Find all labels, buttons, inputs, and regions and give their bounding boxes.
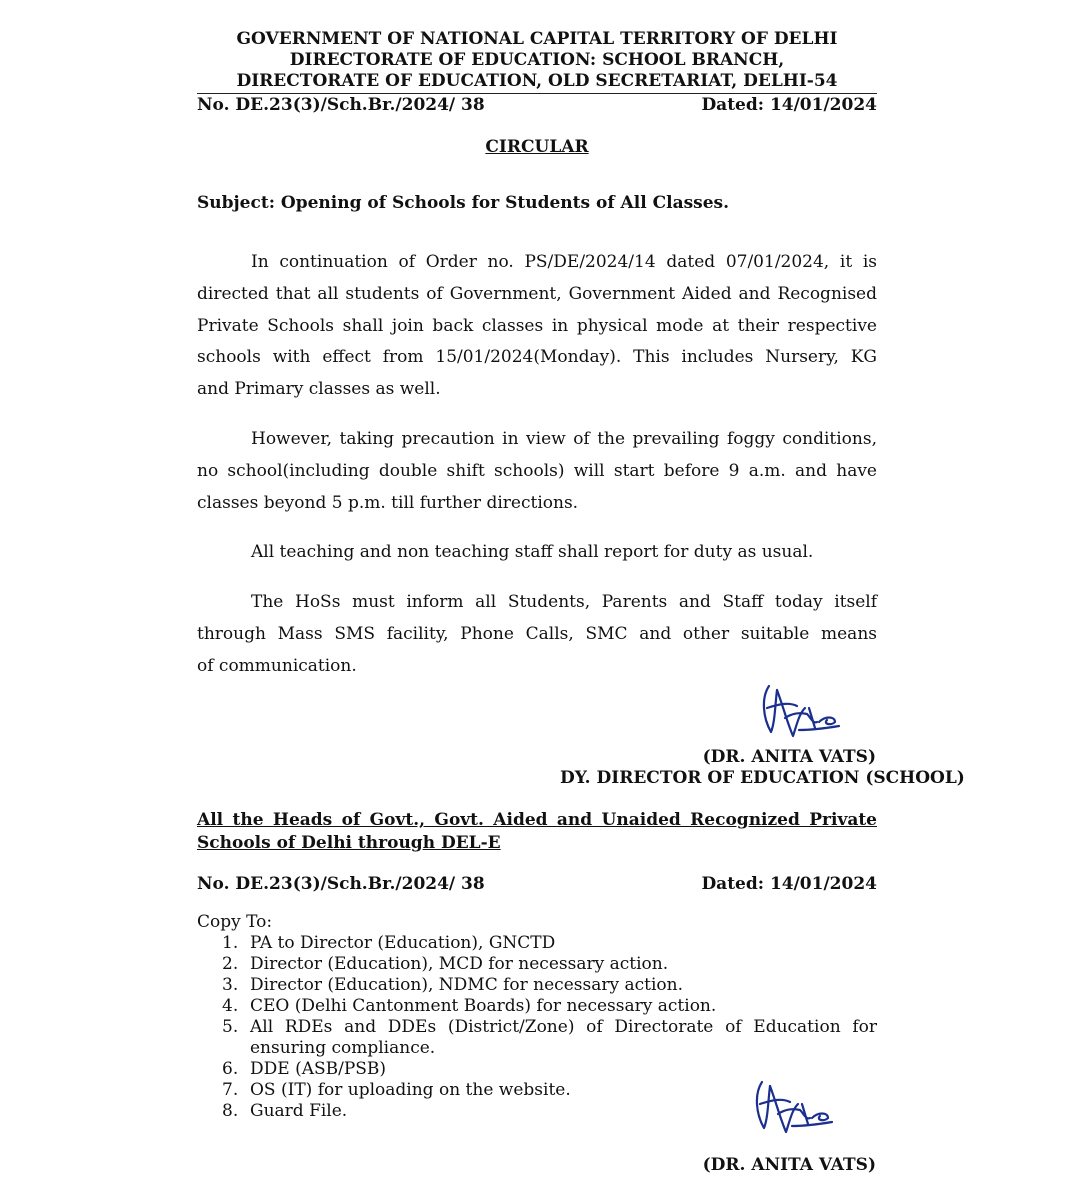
signature-image: [748, 1074, 840, 1140]
signatory-name: (DR. ANITA VATS): [702, 747, 876, 767]
list-item-number: 1.: [222, 933, 239, 953]
reference-date: Dated: 14/01/2024: [701, 874, 877, 894]
list-item: [197, 975, 877, 996]
list-item-text: ensuring compliance.: [250, 1038, 436, 1058]
list-item: [197, 954, 877, 975]
paragraph-2: [197, 424, 877, 519]
paragraph-line: Private Schools shall join back classes in physical mode at their respective: [197, 315, 877, 336]
list-item: [197, 933, 877, 954]
list-item-number: 4.: [222, 996, 239, 1016]
reference-date: Dated: 14/01/2024: [701, 95, 877, 115]
list-item: [197, 1017, 877, 1059]
paragraph-line: schools with effect from 15/01/2024(Monday). This includes Nursery, KG: [197, 347, 877, 368]
paragraph-line: no school(including double shift schools) will start before 9 a.m. and have: [197, 460, 877, 481]
paragraph-line: All teaching and non teaching staff shall report for duty as usual.: [251, 542, 814, 562]
list-item-text: PA to Director (Education), GNCTD: [250, 933, 556, 953]
subject-line: Subject: Opening of Schools for Students of All Classes.: [197, 193, 730, 213]
paragraph-line: of communication.: [197, 655, 357, 676]
list-item-number: 2.: [222, 954, 239, 974]
paragraph-line: through Mass SMS facility, Phone Calls, SMC and other suitable means: [197, 623, 877, 644]
list-item-text: CEO (Delhi Cantonment Boards) for necessary action.: [250, 996, 717, 1016]
list-item-text: Director (Education), MCD for necessary action.: [250, 954, 669, 974]
header-line-3: DIRECTORATE OF EDUCATION, OLD SECRETARIAT, DELHI-54: [236, 71, 838, 91]
list-item-text: Guard File.: [250, 1101, 348, 1121]
list-item-number: 3.: [222, 975, 239, 995]
reference-line: [197, 95, 877, 115]
list-item-text: OS (IT) for uploading on the website.: [250, 1080, 571, 1100]
list-item: [197, 996, 877, 1017]
list-item-number: 6.: [222, 1059, 239, 1079]
paragraph-3: [197, 537, 877, 569]
list-item-number: 8.: [222, 1101, 239, 1121]
signatory-designation: DY. DIRECTOR OF EDUCATION (SCHOOL): [560, 768, 965, 788]
addressee: [197, 809, 877, 855]
signatory-name-2: (DR. ANITA VATS): [702, 1155, 876, 1175]
reference-number: No. DE.23(3)/Sch.Br./2024/ 38: [197, 95, 485, 115]
paragraph-4: [197, 587, 877, 682]
list-item-text: All RDEs and DDEs (District/Zone) of Directorate of Education for: [250, 1017, 877, 1037]
paragraph-line: However, taking precaution in view of the prevailing foggy conditions,: [251, 429, 877, 449]
reference-line-2: [197, 874, 877, 894]
header-line-1: GOVERNMENT OF NATIONAL CAPITAL TERRITORY OF DELHI: [236, 29, 838, 49]
signature-image: [755, 678, 847, 744]
paragraph-line: directed that all students of Government, Government Aided and Recognised: [197, 283, 877, 304]
list-item-text: Director (Education), NDMC for necessary action.: [250, 975, 683, 995]
list-item-number: 5.: [222, 1017, 239, 1037]
paragraph-line: In continuation of Order no. PS/DE/2024/14 dated 07/01/2024, it is: [251, 252, 877, 272]
addressee-line: Schools of Delhi through DEL-E: [197, 833, 501, 853]
paragraph-line: and Primary classes as well.: [197, 379, 441, 400]
addressee-line: All the Heads of Govt., Govt. Aided and Unaided Recognized Private: [197, 810, 877, 830]
header-divider: [197, 93, 877, 94]
paragraph-line: classes beyond 5 p.m. till further directions.: [197, 492, 579, 513]
header-line-2: DIRECTORATE OF EDUCATION: SCHOOL BRANCH,: [289, 50, 785, 70]
circular-title: CIRCULAR: [485, 137, 589, 157]
paragraph-1: [197, 247, 877, 406]
reference-number: No. DE.23(3)/Sch.Br./2024/ 38: [197, 874, 485, 894]
copy-to-label: Copy To:: [197, 912, 273, 932]
paragraph-line: The HoSs must inform all Students, Parents and Staff today itself: [251, 592, 877, 612]
list-item-text: DDE (ASB/PSB): [250, 1059, 387, 1079]
list-item-number: 7.: [222, 1080, 239, 1100]
